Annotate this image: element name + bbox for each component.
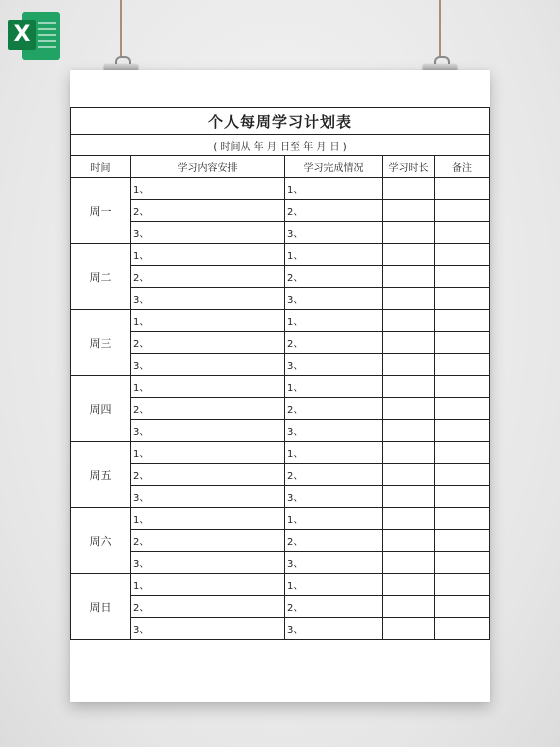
table-row [71, 376, 490, 398]
completion-cell[interactable]: 3、 [285, 354, 383, 376]
completion-cell[interactable]: 2、 [285, 596, 383, 618]
notes-cell[interactable] [435, 552, 490, 574]
content-cell[interactable]: 3、 [131, 222, 285, 244]
completion-cell[interactable]: 2、 [285, 200, 383, 222]
table-row [71, 596, 490, 618]
notes-cell[interactable] [435, 596, 490, 618]
paper-sheet [70, 70, 490, 702]
table-row [71, 200, 490, 222]
table-row [71, 266, 490, 288]
notes-cell[interactable] [435, 332, 490, 354]
completion-cell[interactable]: 2、 [285, 398, 383, 420]
content-cell[interactable]: 3、 [131, 486, 285, 508]
completion-cell[interactable]: 1、 [285, 310, 383, 332]
excel-grid-lines [38, 22, 56, 52]
notes-cell[interactable] [435, 200, 490, 222]
duration-cell[interactable] [383, 288, 435, 310]
completion-cell[interactable]: 1、 [285, 178, 383, 200]
completion-cell[interactable]: 3、 [285, 288, 383, 310]
table-row [71, 244, 490, 266]
duration-cell[interactable] [383, 530, 435, 552]
duration-cell[interactable] [383, 596, 435, 618]
content-cell[interactable]: 1、 [131, 178, 285, 200]
notes-cell[interactable] [435, 530, 490, 552]
table-row [71, 442, 490, 464]
duration-cell[interactable] [383, 332, 435, 354]
completion-cell[interactable]: 3、 [285, 486, 383, 508]
completion-cell[interactable]: 3、 [285, 552, 383, 574]
duration-cell[interactable] [383, 200, 435, 222]
table-row [71, 530, 490, 552]
table-row [71, 486, 490, 508]
table-row [71, 222, 490, 244]
notes-cell[interactable] [435, 288, 490, 310]
content-cell[interactable]: 1、 [131, 310, 285, 332]
duration-cell[interactable] [383, 222, 435, 244]
content-cell[interactable]: 3、 [131, 420, 285, 442]
completion-cell[interactable]: 2、 [285, 266, 383, 288]
table-row [71, 288, 490, 310]
notes-cell[interactable] [435, 178, 490, 200]
duration-cell[interactable] [383, 574, 435, 596]
duration-cell[interactable] [383, 244, 435, 266]
col-header-notes: 备注 [435, 156, 490, 178]
content-cell[interactable]: 3、 [131, 552, 285, 574]
table-row [71, 464, 490, 486]
content-cell[interactable]: 1、 [131, 442, 285, 464]
duration-cell[interactable] [383, 376, 435, 398]
content-cell[interactable]: 1、 [131, 376, 285, 398]
completion-cell[interactable]: 3、 [285, 420, 383, 442]
completion-cell[interactable]: 1、 [285, 508, 383, 530]
page-title: 个人每周学习计划表 [71, 108, 490, 135]
completion-cell[interactable]: 3、 [285, 618, 383, 640]
col-header-content: 学习内容安排 [131, 156, 285, 178]
table-row [71, 552, 490, 574]
content-cell[interactable]: 2、 [131, 464, 285, 486]
notes-cell[interactable] [435, 508, 490, 530]
excel-icon [8, 10, 62, 62]
content-cell[interactable]: 1、 [131, 508, 285, 530]
table-row [71, 420, 490, 442]
table-row [71, 178, 490, 200]
hanging-string-left [120, 0, 122, 58]
duration-cell[interactable] [383, 618, 435, 640]
duration-cell[interactable] [383, 398, 435, 420]
notes-cell[interactable] [435, 354, 490, 376]
content-cell[interactable]: 2、 [131, 596, 285, 618]
day-label: 周日 [71, 574, 131, 640]
completion-cell[interactable]: 2、 [285, 530, 383, 552]
day-label: 周五 [71, 442, 131, 508]
notes-cell[interactable] [435, 420, 490, 442]
notes-cell[interactable] [435, 442, 490, 464]
completion-cell[interactable]: 1、 [285, 376, 383, 398]
duration-cell[interactable] [383, 508, 435, 530]
table-row [71, 574, 490, 596]
content-cell[interactable]: 2、 [131, 398, 285, 420]
notes-cell[interactable] [435, 310, 490, 332]
weekly-plan-table [70, 107, 490, 640]
content-cell[interactable]: 2、 [131, 530, 285, 552]
duration-cell[interactable] [383, 464, 435, 486]
duration-cell[interactable] [383, 486, 435, 508]
duration-cell[interactable] [383, 354, 435, 376]
date-range: ( 时间从 年 月 日至 年 月 日 ) [71, 135, 490, 156]
duration-cell[interactable] [383, 266, 435, 288]
content-cell[interactable]: 1、 [131, 244, 285, 266]
content-cell[interactable]: 2、 [131, 332, 285, 354]
duration-cell[interactable] [383, 420, 435, 442]
day-label: 周二 [71, 244, 131, 310]
table-row [71, 398, 490, 420]
duration-cell[interactable] [383, 442, 435, 464]
notes-cell[interactable] [435, 398, 490, 420]
col-header-duration: 学习时长 [383, 156, 435, 178]
completion-cell[interactable]: 1、 [285, 574, 383, 596]
col-header-completion: 学习完成情况 [285, 156, 383, 178]
notes-cell[interactable] [435, 244, 490, 266]
duration-cell[interactable] [383, 178, 435, 200]
notes-cell[interactable] [435, 464, 490, 486]
day-label: 周三 [71, 310, 131, 376]
day-label: 周六 [71, 508, 131, 574]
excel-letter: X [8, 20, 36, 50]
content-cell[interactable]: 3、 [131, 288, 285, 310]
notes-cell[interactable] [435, 266, 490, 288]
notes-cell[interactable] [435, 222, 490, 244]
completion-cell[interactable]: 2、 [285, 464, 383, 486]
content-cell[interactable]: 2、 [131, 266, 285, 288]
notes-cell[interactable] [435, 486, 490, 508]
table-row [71, 332, 490, 354]
table-row [71, 310, 490, 332]
content-cell[interactable]: 3、 [131, 354, 285, 376]
content-cell[interactable]: 1、 [131, 574, 285, 596]
completion-cell[interactable]: 1、 [285, 244, 383, 266]
duration-cell[interactable] [383, 310, 435, 332]
table-row [71, 508, 490, 530]
notes-cell[interactable] [435, 618, 490, 640]
completion-cell[interactable]: 2、 [285, 332, 383, 354]
table-row [71, 354, 490, 376]
content-cell[interactable]: 3、 [131, 618, 285, 640]
notes-cell[interactable] [435, 574, 490, 596]
col-header-time: 时间 [71, 156, 131, 178]
day-label: 周四 [71, 376, 131, 442]
notes-cell[interactable] [435, 376, 490, 398]
hanging-string-right [439, 0, 441, 58]
table-header-row [71, 156, 490, 178]
completion-cell[interactable]: 1、 [285, 442, 383, 464]
day-label: 周一 [71, 178, 131, 244]
content-cell[interactable]: 2、 [131, 200, 285, 222]
completion-cell[interactable]: 3、 [285, 222, 383, 244]
table-row [71, 618, 490, 640]
duration-cell[interactable] [383, 552, 435, 574]
